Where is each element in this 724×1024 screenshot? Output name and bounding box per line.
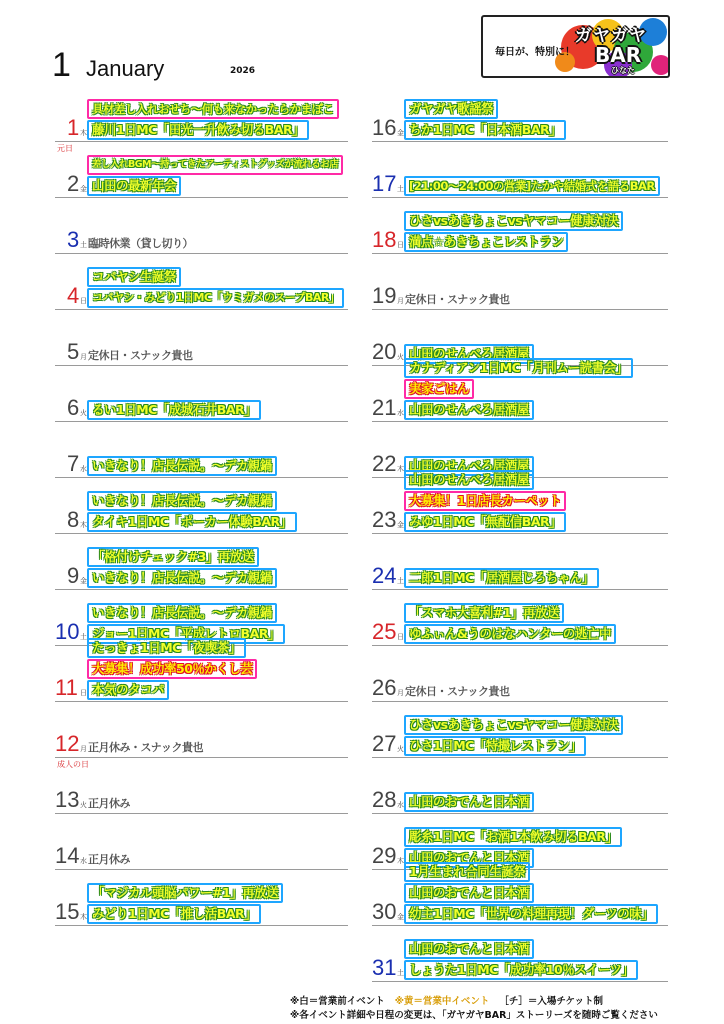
day-row (372, 926, 668, 982)
event-label: いきなり！店長伝説。～デカ親鍋 (87, 491, 277, 511)
event-label: 定休日・スナック貴也 (88, 349, 193, 362)
event-list (87, 491, 297, 532)
day-row (55, 870, 348, 926)
day-number: 1 (67, 115, 80, 140)
event-label: 本気のタコパ (87, 680, 169, 700)
day-row (372, 198, 668, 254)
event-list (87, 348, 194, 364)
day-number: 2 (67, 171, 80, 196)
event-label: ジョー1日MC「平成レトロBAR」 (87, 624, 285, 644)
event-label: タイキ1日MC「ポーカー体験BAR」 (87, 512, 297, 532)
day-number: 29 (372, 843, 397, 868)
day-number: 20 (372, 339, 397, 364)
event-list (404, 292, 511, 308)
weekday-label: 日 (397, 633, 404, 641)
weekday-label: 金 (80, 577, 87, 585)
day-row (55, 758, 348, 814)
weekday-label: 木 (80, 913, 87, 921)
event-label: 正月休み・スナック貴也 (88, 741, 204, 754)
day-row (55, 310, 348, 366)
footer-legend (290, 993, 603, 1007)
day-number: 14 (55, 843, 80, 868)
day-number: 27 (372, 731, 397, 756)
weekday-label: 土 (397, 969, 404, 977)
event-label: 山田の最新年会 (87, 176, 181, 196)
event-label: 山田のおでんと日本酒 (404, 848, 534, 868)
event-list (87, 852, 131, 868)
event-label: 山田のおでんと日本酒 (404, 792, 534, 812)
event-list (87, 796, 131, 812)
day-number: 21 (372, 395, 397, 420)
weekday-label: 土 (397, 185, 404, 193)
day-number: 23 (372, 507, 397, 532)
day-row (372, 590, 668, 646)
weekday-label: 木 (80, 521, 87, 529)
logo-tagline: 毎日が、特別に！ (495, 47, 575, 58)
legend-yellow: ※黄＝営業中イベント (394, 996, 490, 1007)
event-label: たっきょ1日MC「夜喫茶」 (87, 638, 246, 658)
day-row (372, 360, 668, 422)
weekday-label: 金 (397, 521, 404, 529)
event-label: 「マジカル頭脳パワー#1」再放送 (87, 883, 283, 903)
event-list (404, 358, 633, 420)
event-list (404, 176, 660, 196)
day-number: 25 (372, 619, 397, 644)
event-label: 二郎1日MC「居酒屋じろちゃん」 (404, 568, 599, 588)
day-row (55, 814, 348, 870)
event-list (87, 638, 257, 700)
event-label: みゆ1日MC「無配信BAR」 (404, 512, 566, 532)
day-number: 7 (67, 451, 80, 476)
event-label: いきなり！店長伝説。～デカ親鍋 (87, 456, 277, 476)
weekday-label: 日 (397, 241, 404, 249)
event-label: ちか1日MC「日本酒BAR」 (404, 120, 566, 140)
event-label: [21:00～24:00の営業]たかや結婚式を語るBAR (404, 176, 660, 196)
logo-bar: BAR (595, 43, 642, 67)
event-label: ゆふぃん&うのはなハンターの逃亡中 (404, 624, 616, 644)
day-row (55, 534, 348, 590)
day-row (372, 646, 668, 702)
day-number: 8 (67, 507, 80, 532)
event-list (404, 470, 566, 532)
weekday-label: 水 (397, 409, 404, 417)
footer-note: ※各イベント詳細や日程の変更は、「ガヤガヤBAR」ストーリーズを随時ご覧ください (290, 1010, 658, 1021)
event-list (404, 939, 638, 980)
weekday-label: 金 (397, 129, 404, 137)
event-label: 定休日・スナック貴也 (405, 685, 510, 698)
day-row (372, 472, 668, 534)
event-label: 臨時休業（貸し切り） (88, 237, 193, 250)
day-row (372, 758, 668, 814)
event-list (87, 547, 277, 588)
day-row (55, 366, 348, 422)
day-row (372, 534, 668, 590)
logo-brand: ガヤガヤ (575, 26, 647, 46)
event-label: 山田のおでんと日本酒 (404, 939, 534, 959)
day-row (55, 254, 348, 310)
day-number: 17 (372, 171, 397, 196)
day-number: 10 (55, 619, 80, 644)
weekday-label: 月 (397, 297, 404, 305)
event-label: ひさvsあきちょこvsヤマコー健康対決 (404, 211, 623, 231)
month-name: January (86, 56, 165, 81)
event-label: コバヤシ・みどり1日MC「ウミガメのスープBAR」 (87, 288, 344, 308)
event-label: 山田のせんべろ居酒屋 (404, 456, 534, 476)
event-list (87, 236, 194, 252)
day-number: 24 (372, 563, 397, 588)
event-label: カナディアン1日MC「月刊ムー読書会」 (404, 358, 633, 378)
event-list (87, 400, 261, 420)
day-number: 30 (372, 899, 397, 924)
weekday-label: 木 (80, 129, 87, 137)
day-number: 31 (372, 955, 397, 980)
day-row (55, 142, 348, 198)
event-label: ひさ1日MC「特撮レストラン」 (404, 736, 586, 756)
event-label: 山田のせんべろ居酒屋 (404, 344, 534, 364)
weekday-label: 金 (397, 913, 404, 921)
legend-ticket: ［チ］＝入場チケット制 (499, 996, 604, 1007)
weekday-label: 土 (80, 633, 87, 641)
event-label: るい1日MC「成城石井BAR」 (87, 400, 261, 420)
event-list (404, 862, 658, 924)
event-label: 彫糸1日MC「お酒1本飲み切るBAR」 (404, 827, 622, 847)
day-number: 26 (372, 675, 397, 700)
weekday-label: 月 (397, 689, 404, 697)
weekday-label: 水 (397, 801, 404, 809)
day-row (55, 198, 348, 254)
day-number: 15 (55, 899, 80, 924)
day-number: 3 (67, 227, 80, 252)
event-label: 差し入れBGM～持ってきたアーティストグッズが流れるお店 (87, 155, 343, 175)
event-list (404, 792, 534, 812)
event-label: みどり1日MC「推し活BAR」 (87, 904, 261, 924)
event-list (404, 211, 623, 252)
day-row (55, 640, 348, 702)
day-number: 12 (55, 731, 80, 756)
day-number: 18 (372, 227, 397, 252)
logo (481, 15, 670, 78)
logo-sub: ひなた (611, 66, 635, 75)
weekday-label: 水 (80, 857, 87, 865)
day-row (55, 86, 348, 153)
weekday-label: 木 (397, 857, 404, 865)
weekday-label: 月 (80, 353, 87, 361)
weekday-label: 水 (80, 465, 87, 473)
event-list (87, 155, 343, 196)
event-list (404, 568, 599, 588)
event-list (87, 740, 204, 756)
weekday-label: 火 (80, 801, 87, 809)
day-number: 4 (67, 283, 80, 308)
day-number: 16 (372, 115, 397, 140)
day-row (372, 254, 668, 310)
event-list (87, 267, 344, 308)
event-label: ガヤガヤ歌謡祭 (404, 99, 498, 119)
event-label: 大募集！成功率50％かくし芸 (87, 659, 257, 679)
weekday-label: 土 (397, 577, 404, 585)
day-row (55, 478, 348, 534)
event-label: 山田のせんべろ居酒屋 (404, 400, 534, 420)
event-label: しょうた1日MC「成功率10％スイーツ」 (404, 960, 638, 980)
holiday-label: 成人の日 (57, 760, 89, 769)
event-label: 1月生まれ合同生誕祭 (404, 862, 530, 882)
day-row (55, 422, 348, 478)
event-label: 正月休み (88, 853, 130, 866)
weekday-label: 木 (397, 465, 404, 473)
day-number: 19 (372, 283, 397, 308)
day-number: 9 (67, 563, 80, 588)
month-number: 1 (52, 46, 71, 84)
event-label: 幼主1日MC「世界の料理再現！ダーツの味」 (404, 904, 658, 924)
event-label: 「格付けチェック#3」再放送 (87, 547, 259, 567)
event-label: いきなり！店長伝説。～デカ親鍋 (87, 603, 277, 623)
weekday-label: 日 (80, 297, 87, 305)
day-number: 6 (67, 395, 80, 420)
day-row (372, 864, 668, 926)
event-label: 具材差し入れおせち～何も来なかったらかまぼこ (87, 99, 339, 119)
year: 2026 (230, 66, 256, 76)
day-row (372, 142, 668, 198)
weekday-label: 土 (80, 241, 87, 249)
day-number: 5 (67, 339, 80, 364)
holiday-label: 元日 (57, 144, 73, 153)
weekday-label: 火 (397, 745, 404, 753)
event-list (404, 99, 566, 140)
event-label: 山田のおでんと日本酒 (404, 883, 534, 903)
event-label: 「スマホ大喜利#1」再放送 (404, 603, 564, 623)
day-row (55, 702, 348, 769)
day-number: 22 (372, 451, 397, 476)
event-list (404, 715, 623, 756)
event-label: 実家ごはん (404, 379, 474, 399)
event-label: ひさvsあきちょこvsヤマコー健康対決 (404, 715, 623, 735)
day-number: 28 (372, 787, 397, 812)
day-divider (55, 925, 348, 926)
weekday-label: 月 (80, 745, 87, 753)
event-list (87, 99, 339, 140)
weekday-label: 火 (80, 409, 87, 417)
weekday-label: 日 (80, 689, 87, 697)
event-label: 満点☆あきちょこレストラン (404, 232, 568, 252)
event-label: 定休日・スナック貴也 (405, 293, 510, 306)
event-label: 大募集！1日店長カーペット (404, 491, 566, 511)
event-label: いきなり！店長伝説。～デカ親鍋 (87, 568, 277, 588)
day-divider (372, 981, 668, 982)
event-label: 藤川1日MC「田光一升飲み切るBAR」 (87, 120, 309, 140)
legend-white: ※白＝営業前イベント (290, 996, 385, 1007)
weekday-label: 金 (80, 185, 87, 193)
event-label: コバヤシ生誕祭 (87, 267, 181, 287)
event-label: 正月休み (88, 797, 130, 810)
event-list (404, 603, 616, 644)
event-label: 山田のせんべろ居酒屋 (404, 470, 534, 490)
event-list (404, 684, 511, 700)
day-number: 11 (55, 675, 78, 700)
day-row (372, 702, 668, 758)
day-number: 13 (55, 787, 80, 812)
event-list (87, 456, 277, 476)
day-row (372, 86, 668, 142)
weekday-label: 火 (397, 353, 404, 361)
event-list (87, 883, 283, 924)
